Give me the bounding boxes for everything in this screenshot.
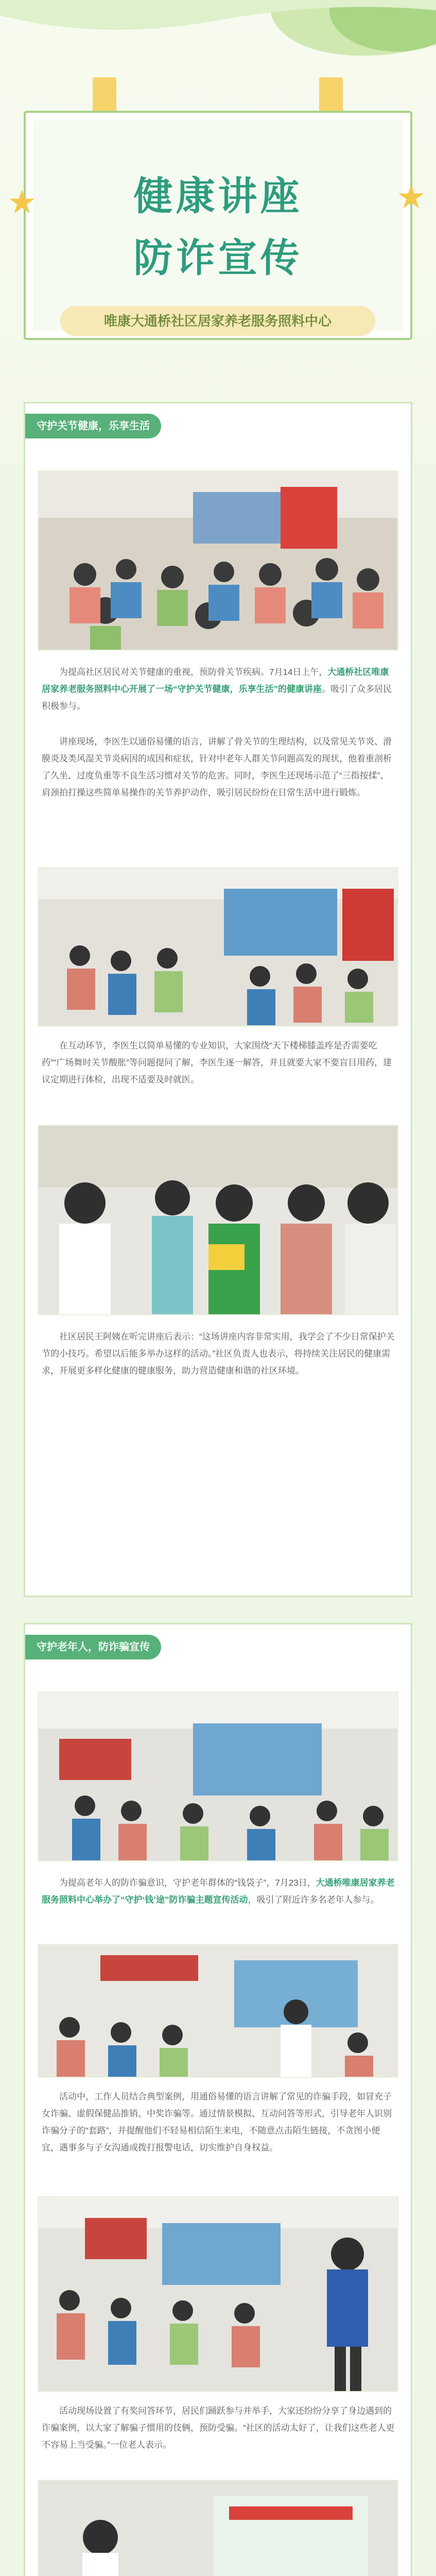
text: 。吸引了众多居民积极参与。 [42, 684, 392, 711]
photo-prize-giving [38, 1125, 398, 1315]
page-title-line2: 防诈宣传 [133, 236, 303, 280]
text: 为提高社区居民对关节健康的重视，预防骨关节疾病。7月14日上午， [59, 667, 328, 677]
page-title-line1: 健康讲座 [133, 175, 303, 218]
section1-paragraph-3: 在互动环节，李医生以简单易懂的专业知识，大家围绕“天下楼梯膝盖疼是否需要吃药”“广场舞时关节酸胀”等问题提问了解，李医生逐一解答，并且就要大家不要盲目用药，建议定期进行体检，出现不适要及时就医。 [42, 1041, 392, 1084]
section1-paragraph-2: 讲座现场，李医生以通俗易懂的语言，讲解了骨关节的生理结构，以及常见关节炎、滑膜炎及类风湿关节炎病因的成因和症状，针对中老年人群关节问题高发的现状，他着重剖析了久坐、过度负重等不良生活习惯对关节的危害。同时，李医生还现场示范了“三指按揉”、肩颈拍打操这些简单易操作的关节养护动作，吸引居民纷纷在日常生活中进行锻炼。 [42, 737, 392, 798]
text: 为提高老年人的防诈骗意识，守护老年群体的“钱袋子”，7月23日， [59, 1878, 316, 1888]
highlight-text: 大通桥唯康居家养老服务照料中心举办了“守护‘钱’途”防诈骗主题宣传活动 [42, 1878, 395, 1905]
section2-paragraph-3: 活动现场设置了有奖问答环节，居民们踊跃参与并举手，大家还纷纷分享了身边遇到的诈骗案例，以大家了解骗子惯用的伎俩，预防受骗。“社区的活动太好了，让我们这些老人更不容易上当受骗。”一位老人表示。 [42, 2406, 395, 2450]
photo-lecture-audience [38, 470, 398, 651]
highlight-text: 大通桥社区唯康居家养老服务照料中心开展了一场“守护关节健康，乐享生活”的健康讲座 [42, 667, 389, 694]
star-icon: ★ [7, 183, 37, 221]
title-card-inner [33, 120, 403, 331]
text: ，吸引了附近许多名老年人参与。 [248, 1895, 379, 1905]
section2-paragraph-1 [42, 1874, 397, 1908]
photo-fraud-volunteer [38, 2196, 398, 2392]
section1-paragraph-1 [42, 664, 397, 715]
photo-fraud-quiz [38, 2480, 398, 2576]
section1-paragraph-4: 社区居民王阿姨在听完讲座后表示：“这场讲座内容非常实用，我学会了不少日常保护关节的小技巧。希望以后能多举办这样的活动。”社区负责人也表示，将持续关注居民的健康需求，开展更多样化健康的健康服务，助力营造健康和谐的社区环境。 [42, 1332, 395, 1376]
photo-fraud-presenter [38, 1944, 398, 2078]
section-tag: 守护关节健康，乐享生活 [25, 414, 161, 438]
organizer-subtitle: 唯康大通桥社区居家养老服务照料中心 [60, 306, 375, 336]
section2-paragraph-2: 活动中，工作人员结合典型案例，用通俗易懂的语言讲解了常见的诈骗手段，如冒充子女诈骗、虚假保健品推销、中奖诈骗等。通过情景模拟、互动问答等形式，引导老年人识别诈骗分子的“套路”，并提醒他们不轻易相信陌生来电，不随意点击陌生链接，不贪图小便宜，遇事多与子女沟通或拨打报警电话，切实维护自身权益。 [42, 2092, 392, 2153]
photo-lecture-screen [38, 867, 398, 1027]
star-icon: ★ [396, 178, 426, 215]
decor-wave [0, 0, 436, 41]
section-tag: 守护老年人，防诈骗宣传 [25, 1635, 161, 1659]
photo-fraud-lecture-room [38, 1691, 398, 1861]
section-anti-fraud [24, 1623, 412, 2576]
section-joint-health [24, 402, 412, 1597]
